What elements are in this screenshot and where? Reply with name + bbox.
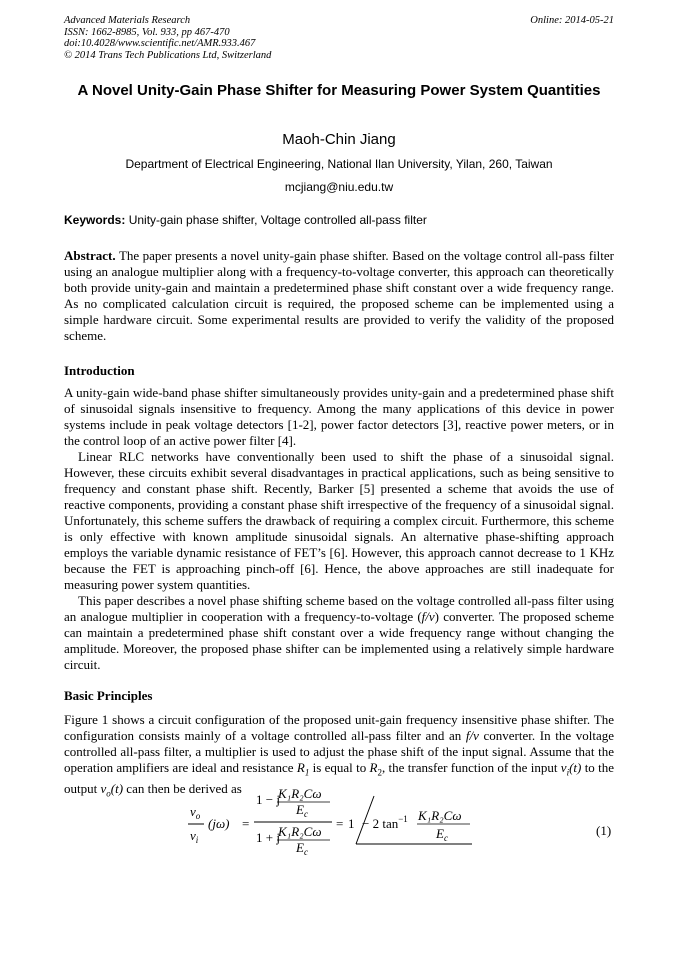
- equation-1-formula: [150, 786, 490, 866]
- eq-angle-frac-den: $E_c$: [436, 826, 448, 843]
- keywords: [64, 213, 614, 227]
- eq-top-frac-den: $E_c$: [296, 802, 308, 819]
- eq-angle-expr: − 2 $\tan^{-1}$: [362, 814, 408, 831]
- journal-header: [64, 15, 271, 61]
- basic-paragraph-1: Figure 1 shows a circuit configuration of the proposed unit-gain frequency insensitive phase shifter. The configuration consists mainly of a voltage controlled all-pass filter and an f/v converter. In the voltage controlled all-pass filter, a multiplier is used to adjust the phase shift of the input signal. Assume that the operation amplifiers are ideal and resistance $R_1$ is equal to $R_2$, the transfer function of the input $v_i(t)$ to the output $v_o(t)$ can then be derived as: [64, 712, 615, 799]
- author-email: mcjiang@niu.edu.tw: [284, 180, 394, 194]
- intro-paragraph-1: A unity-gain wide-band phase shifter simultaneously provides unity-gain and a predetermined phase shift of sinusoidal signals insensitive to frequency. Among the many applications of this device in power systems include in peak voltage detectors [1-2], power factor detectors [3], reactive power meters, or in the control loop of an active power filter [4].: [64, 385, 614, 448]
- equation-number: (1): [596, 823, 612, 838]
- abstract-text: The paper presents a novel unity-gain phase shifter. Based on the voltage control all-pass filter using an analogue multiplier along with a frequency-to-voltage converter, this approach can theoretically both provide unity-gain and maintain a predetermined phase shift constant over a wide frequency range. As no complicated calculation circuit is required, the proposed scheme can be implemented using a simple hardware circuit. Some experimental results are provided to verify the validity of the proposed scheme.: [64, 248, 615, 343]
- eq-bot-frac-den: $E_c$: [296, 840, 308, 857]
- eq-top-frac-num: K₁R₂Cω: [278, 786, 322, 801]
- eq-lhs-den: $v_i$: [190, 828, 199, 845]
- introduction-heading: Introduction: [64, 363, 135, 378]
- abstract: [64, 248, 614, 344]
- doi: doi:10.4028/www.scientific.net/AMR.933.467: [64, 38, 256, 49]
- journal-name: Advanced Materials Research: [64, 15, 191, 26]
- eq-one: 1: [348, 816, 355, 831]
- issn: ISSN: 1662-8985, Vol. 933, pp 467-470: [64, 26, 230, 38]
- eq-bot-frac-num: K₁R₂Cω: [278, 824, 322, 839]
- eq-equals-1: =: [242, 816, 250, 831]
- online-date: Online: 2014-05-21: [530, 15, 614, 26]
- keywords-text: Unity-gain phase shifter, Voltage controlled all-pass filter: [128, 213, 427, 227]
- eq-top-prefix: 1 − j: [256, 792, 280, 807]
- eq-bot-prefix: 1 + j: [256, 830, 280, 845]
- basic-principles-heading: Basic Principles: [64, 688, 153, 703]
- abstract-label: Abstract.: [64, 248, 116, 263]
- eq-lhs-arg: (jω): [208, 816, 230, 831]
- paper-title: A Novel Unity-Gain Phase Shifter for Measuring Power System Quantities: [77, 82, 601, 99]
- intro-paragraph-2: Linear RLC networks have conventionally been used to shift the phase of a sinusoidal signal. However, these circuits exhibit several disadvantages in practical applications, such as being sensitive to frequency and constant phase shift. Recently, Barker [5] presented a scheme that avoids the use of reactive components, providing a constant phase shift irrespective of the frequency of a sinusoidal signal. Unfortunately, this scheme suffers the drawback of requiring a complex circuit. Furthermore, this scheme is only effective with known amplitude sinusoidal signals. An alternative phase-shifting approach employs the variable dynamic resistance of FET’s [6]. However, this approach cannot decrease to 1 KHz because the FET is approaching pinch-off [6]. Hence, the above approaches are still inadequate for measuring power system quantities.: [64, 449, 614, 592]
- keywords-label: Keywords:: [64, 213, 126, 227]
- intro-paragraph-3: This paper describes a novel phase shifting scheme based on the voltage controlled all-pass filter using an analogue multiplier in cooperation with a frequency-to-voltage (f/v) converter. The proposed scheme can maintain a predetermined phase shift constant over a wide frequency range without changing the amplitude. Moreover, the proposed phase shifter can be implemented using a relatively simple hardware circuit.: [64, 593, 614, 672]
- affiliation: Department of Electrical Engineering, National Ilan University, Yilan, 260, Taiwan: [125, 157, 553, 171]
- author-name: Maoh-Chin Jiang: [282, 131, 396, 148]
- equation-1: [0, 786, 678, 866]
- eq-equals-2: =: [336, 816, 344, 831]
- eq-angle-frac-num: K₁R₂Cω: [418, 808, 462, 823]
- eq-lhs-num: $v_o$: [190, 804, 201, 821]
- copyright: © 2014 Trans Tech Publications Ltd, Switzerland: [64, 49, 272, 61]
